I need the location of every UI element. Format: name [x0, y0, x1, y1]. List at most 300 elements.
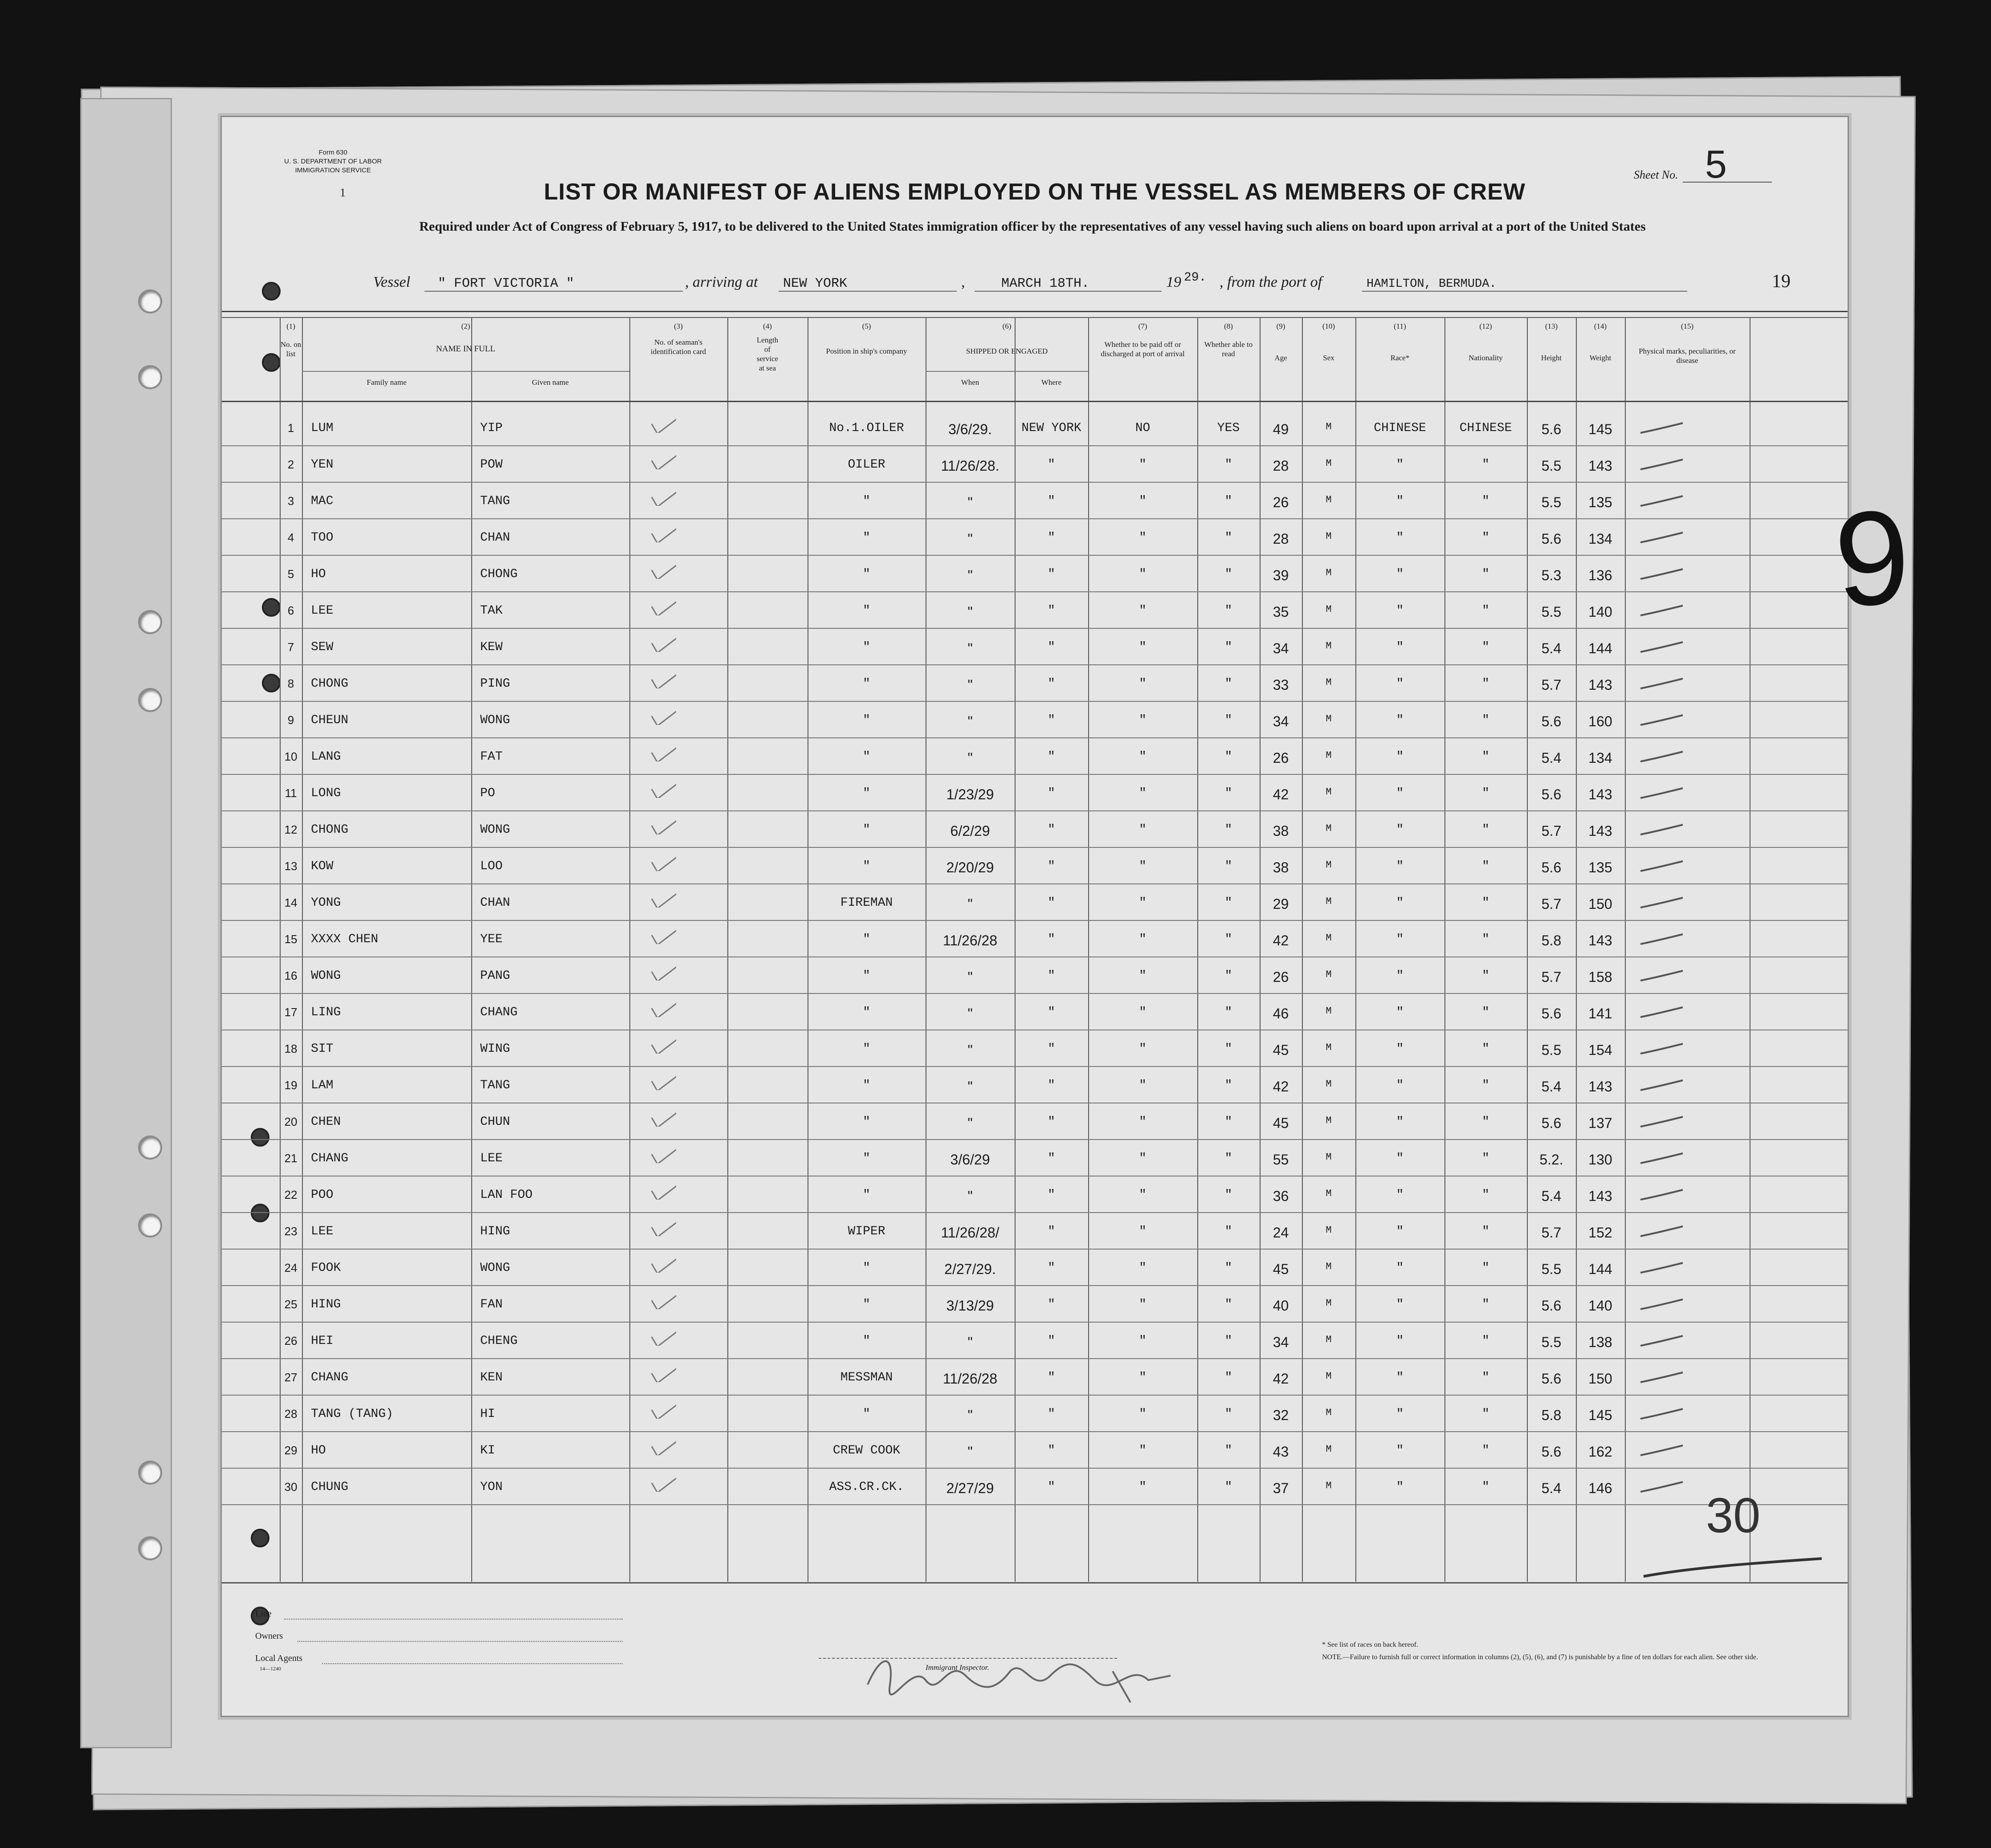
cell-family: CHEUN [311, 713, 349, 727]
cell-where: " [1048, 896, 1055, 910]
cell-race: " [1396, 1407, 1404, 1421]
row-rule [222, 1322, 1848, 1323]
col-weight-number: (14) [1594, 322, 1607, 330]
row-rule [222, 1504, 1848, 1505]
row-rule [222, 1431, 1848, 1432]
cell-weight: 137 [1588, 1115, 1612, 1131]
year-printed: 19 [1772, 271, 1791, 292]
cell-race: " [1396, 1480, 1404, 1494]
cell-sex: M [1326, 1261, 1332, 1272]
fine-note: NOTE.—Failure to furnish full or correct information in columns (2), (5), (6), and (7) is punishable by a fine of ten dollars for each alien. See other side. [1322, 1653, 1758, 1661]
cell-position: " [863, 1407, 870, 1421]
cell-nat: " [1482, 567, 1489, 581]
col-shipped-header: SHIPPED OR ENGAGED [966, 347, 1048, 355]
cell-where: " [1048, 1042, 1055, 1056]
cell-race: " [1396, 750, 1404, 764]
cell-family: SEW [311, 640, 334, 654]
cell-age: 36 [1273, 1188, 1289, 1204]
cell-read: " [1224, 969, 1232, 983]
cell-paid: " [1139, 1444, 1146, 1457]
row-rule [222, 883, 1848, 884]
row-rule [222, 1212, 1848, 1213]
cell-sex: M [1326, 750, 1332, 761]
cell-paid: " [1139, 1261, 1146, 1275]
col-idcard-number: (3) [674, 322, 683, 330]
cell-family: LUM [311, 421, 334, 435]
col-service-header: Length of service at sea [756, 336, 779, 372]
cell-family: LEE [311, 604, 334, 618]
row-rule [222, 1285, 1848, 1286]
row-rule [222, 518, 1848, 519]
agents-label: Local Agents [255, 1653, 303, 1663]
tick-mark-icon [1638, 1259, 1687, 1277]
cell-no: 18 [284, 1042, 298, 1055]
cell-given: WONG [480, 823, 510, 837]
cell-when: " [967, 1042, 973, 1058]
col-no-header: No. on list [280, 340, 302, 358]
col-height-number: (13) [1545, 322, 1558, 330]
cell-paid: " [1139, 823, 1146, 837]
cell-paid: " [1139, 640, 1146, 654]
cell-weight: 144 [1588, 640, 1612, 656]
from-port-label: , from the port of [1220, 274, 1322, 290]
cell-no: 22 [284, 1188, 298, 1201]
cell-race: " [1396, 604, 1404, 618]
name-subheader-rule [302, 371, 629, 372]
cell-race: " [1396, 932, 1404, 946]
cell-age: 55 [1273, 1152, 1289, 1168]
cell-height: 5.6 [1541, 421, 1562, 437]
col-idcard-header: No. of seaman's identification card [650, 338, 706, 356]
cell-family: FOOK [311, 1261, 341, 1275]
cell-where: " [1048, 1480, 1055, 1494]
cell-race: " [1396, 494, 1404, 508]
cell-nat: " [1482, 604, 1489, 618]
cell-age: 29 [1273, 896, 1289, 912]
cell-given: WONG [480, 713, 510, 727]
cell-no: 11 [285, 786, 297, 800]
cell-weight: 141 [1588, 1005, 1612, 1022]
cell-race: " [1396, 1444, 1404, 1457]
cell-race: " [1396, 969, 1404, 983]
cell-weight: 145 [1588, 421, 1612, 437]
cell-when: 1/23/29 [946, 786, 994, 802]
cell-position: " [863, 604, 870, 618]
cell-height: 5.7 [1541, 823, 1562, 839]
cell-given: CHUN [480, 1115, 510, 1129]
cell-paid: " [1139, 531, 1146, 545]
row-rule [222, 1468, 1848, 1469]
cell-read: " [1224, 1225, 1232, 1238]
checkmark-icon [649, 1036, 676, 1054]
cell-height: 5.4 [1541, 1079, 1562, 1095]
col-name-number: (2) [461, 322, 470, 330]
shipped-subheader-rule [926, 371, 1088, 372]
cell-read: " [1224, 932, 1232, 946]
cell-weight: 130 [1588, 1152, 1612, 1168]
row-rule [222, 847, 1848, 848]
binder-hole [138, 610, 162, 634]
cell-height: 5.7 [1541, 896, 1562, 912]
column-rule [1302, 317, 1303, 1582]
back-sheet-edge [80, 98, 172, 1748]
cell-no: 14 [284, 896, 298, 909]
checkmark-icon [649, 1255, 676, 1273]
cell-position: " [863, 494, 870, 508]
checkmark-icon [649, 963, 676, 981]
col-nat-header: Nationality [1469, 354, 1503, 362]
cell-weight: 135 [1588, 494, 1612, 510]
cell-no: 2 [287, 458, 294, 471]
cell-no: 3 [287, 494, 294, 508]
sheet-no-label: Sheet No. [1634, 168, 1678, 181]
cell-nat: " [1482, 1005, 1489, 1019]
cell-read: " [1224, 567, 1232, 581]
cell-no: 13 [284, 859, 298, 873]
cell-race: " [1396, 1152, 1404, 1165]
col-no-number: (1) [286, 322, 295, 330]
tick-mark-icon [1638, 748, 1687, 766]
col-weight-header: Weight [1589, 354, 1612, 362]
cell-read: " [1224, 677, 1232, 691]
cell-where: " [1048, 1261, 1055, 1275]
col-height-header: Height [1541, 354, 1562, 362]
punch-hole [262, 282, 281, 301]
cell-given: TANG [480, 1079, 510, 1092]
cell-sex: M [1326, 823, 1332, 834]
cell-sex: M [1326, 604, 1332, 615]
footer-form-code: 14—1240 [260, 1665, 281, 1672]
cell-paid: " [1139, 786, 1146, 800]
cell-height: 5.2. [1539, 1152, 1563, 1168]
col-where-header: Where [1041, 378, 1062, 387]
cell-read: " [1224, 1371, 1232, 1384]
cell-paid: " [1139, 1407, 1146, 1421]
margin-number: 9 [1830, 480, 1915, 635]
cell-where: " [1048, 969, 1055, 983]
tick-mark-icon [1638, 785, 1687, 802]
cell-where: " [1048, 458, 1055, 472]
cell-given: WONG [480, 1261, 510, 1275]
owners-label: Owners [255, 1631, 283, 1641]
cell-nat: " [1482, 1407, 1489, 1421]
cell-weight: 143 [1588, 932, 1612, 948]
checkmark-icon [649, 1182, 676, 1200]
cell-position: " [863, 786, 870, 800]
cell-age: 42 [1273, 786, 1289, 802]
cell-no: 28 [284, 1407, 298, 1421]
cell-given: LOO [480, 859, 503, 873]
tick-mark-icon [1638, 894, 1687, 912]
cell-height: 5.5 [1541, 1261, 1562, 1277]
cell-nat: " [1482, 1079, 1489, 1092]
cell-when: " [967, 1407, 973, 1423]
cell-family: CHONG [311, 677, 349, 691]
cell-height: 5.5 [1541, 458, 1562, 474]
cell-position: " [863, 1042, 870, 1056]
cell-nat: CHINESE [1459, 421, 1512, 435]
vessel-name: " FORT VICTORIA " [438, 276, 575, 291]
cell-family: YONG [311, 896, 341, 910]
cell-paid: " [1139, 1225, 1146, 1238]
cell-where: " [1048, 1079, 1055, 1092]
cell-where: " [1048, 859, 1055, 873]
col-read-header: Whether able to read [1204, 340, 1253, 358]
cell-position: MESSMAN [840, 1371, 893, 1384]
inspector-label: Immigrant Inspector. [926, 1663, 989, 1672]
cell-height: 5.7 [1541, 677, 1562, 693]
cell-race: " [1396, 1042, 1404, 1056]
cell-when: " [967, 494, 973, 510]
cell-sex: M [1326, 531, 1332, 542]
col-sex-header: Sex [1323, 354, 1334, 362]
cell-given: TANG [480, 494, 510, 508]
col-paid-number: (7) [1138, 322, 1147, 330]
cell-age: 49 [1273, 421, 1289, 437]
cell-weight: 143 [1588, 823, 1612, 839]
cell-race: " [1396, 1225, 1404, 1238]
cell-nat: " [1482, 1152, 1489, 1165]
cell-position: " [863, 859, 870, 873]
arriving-label: , arriving at [685, 274, 758, 290]
tick-mark-icon [1638, 675, 1687, 693]
cell-weight: 134 [1588, 531, 1612, 547]
cell-age: 42 [1273, 932, 1289, 948]
col-position-header: Position in ship's company [826, 347, 907, 355]
cell-family: LANG [311, 750, 341, 764]
col-sex-number: (10) [1322, 322, 1335, 330]
cell-family: HEI [311, 1334, 334, 1348]
checkmark-icon [649, 853, 676, 871]
cell-sex: M [1326, 567, 1332, 578]
sheet-no-line [1683, 182, 1772, 183]
cell-where: " [1048, 932, 1055, 946]
cell-age: 40 [1273, 1298, 1289, 1314]
cell-given: FAN [480, 1298, 503, 1311]
sheet-no-value: 5 [1705, 142, 1727, 186]
form-identifier [284, 148, 382, 175]
cell-read: " [1224, 713, 1232, 727]
cell-when: " [967, 750, 973, 766]
cell-no: 12 [284, 823, 298, 836]
line-field [284, 1619, 623, 1620]
cell-position: " [863, 1152, 870, 1165]
cell-position: OILER [848, 458, 885, 472]
arrival-date: MARCH 18TH. [1001, 276, 1090, 291]
cell-paid: " [1139, 932, 1146, 946]
cell-paid: " [1139, 1334, 1146, 1348]
cell-race: CHINESE [1374, 421, 1426, 435]
column-rule [1625, 317, 1626, 1582]
cell-no: 9 [287, 713, 294, 727]
cell-paid: " [1139, 1005, 1146, 1019]
from-port-field [1362, 274, 1687, 292]
cell-read: " [1224, 1042, 1232, 1056]
cell-where: " [1048, 604, 1055, 618]
cell-paid: " [1139, 896, 1146, 910]
col-position-number: (5) [862, 322, 871, 330]
binder-hole [138, 1461, 162, 1485]
tick-mark-icon [1638, 1186, 1687, 1204]
cell-paid: " [1139, 677, 1146, 691]
cell-family: LONG [311, 786, 341, 800]
cell-where: " [1048, 1005, 1055, 1019]
cell-given: PO [480, 786, 495, 800]
cell-given: POW [480, 458, 503, 472]
cell-where: " [1048, 1407, 1055, 1421]
cell-paid: " [1139, 1480, 1146, 1494]
cell-family: SIT [311, 1042, 334, 1056]
cell-sex: M [1326, 458, 1332, 469]
owners-field [298, 1641, 623, 1642]
cell-age: 39 [1273, 567, 1289, 583]
footer-rule [222, 1582, 1848, 1583]
cell-family: CHUNG [311, 1480, 349, 1494]
checkmark-icon [649, 780, 676, 798]
page-title: LIST OR MANIFEST OF ALIENS EMPLOYED ON THE VESSEL AS MEMBERS OF CREW [544, 179, 1526, 205]
row-rule [222, 1249, 1848, 1250]
binder-hole [138, 1213, 162, 1237]
checkmark-icon [649, 926, 676, 944]
cell-no: 30 [284, 1480, 298, 1494]
col-shipped-number: (6) [1002, 322, 1012, 330]
cell-height: 5.4 [1541, 1188, 1562, 1204]
cell-age: 26 [1273, 494, 1289, 510]
cell-where: " [1048, 1115, 1055, 1129]
col-paid-header: Whether to be paid off or discharged at port of arrival [1101, 340, 1185, 358]
cell-nat: " [1482, 932, 1489, 946]
cell-given: YEE [480, 932, 503, 946]
cell-when: " [967, 677, 973, 693]
tick-mark-icon [1638, 493, 1687, 510]
cell-given: LAN FOO [480, 1188, 533, 1202]
cell-race: " [1396, 1334, 1404, 1348]
cell-family: LING [311, 1005, 341, 1019]
col-name-header: NAME IN FULL [436, 344, 495, 354]
tick-mark-icon [1638, 602, 1687, 620]
cell-read: " [1224, 458, 1232, 472]
cell-nat: " [1482, 1188, 1489, 1202]
cell-read: " [1224, 1188, 1232, 1202]
cell-weight: 162 [1588, 1444, 1612, 1460]
cell-family: MAC [311, 494, 334, 508]
cell-read: " [1224, 1152, 1232, 1165]
cell-height: 5.4 [1541, 1480, 1562, 1496]
cell-position: " [863, 1079, 870, 1092]
cell-where: " [1048, 1371, 1055, 1384]
tick-mark-icon [1638, 1040, 1687, 1058]
cell-family: CHANG [311, 1371, 349, 1384]
cell-paid: " [1139, 494, 1146, 508]
cell-position: " [863, 932, 870, 946]
cell-no: 27 [284, 1371, 298, 1384]
cell-when: " [967, 1079, 973, 1095]
column-rule [629, 317, 630, 1582]
cell-nat: " [1482, 750, 1489, 764]
tick-mark-icon [1638, 1405, 1687, 1423]
checkmark-icon [649, 561, 676, 579]
tally-count: 30 [1706, 1488, 1761, 1543]
cell-read: " [1224, 494, 1232, 508]
cell-no: 10 [284, 750, 298, 763]
cell-age: 34 [1273, 640, 1289, 656]
tick-mark-icon [1638, 1478, 1687, 1496]
row-rule [222, 1066, 1848, 1067]
checkmark-icon [649, 890, 676, 908]
cell-paid: " [1139, 969, 1146, 983]
checkmark-icon [649, 671, 676, 688]
tick-mark-icon [1638, 566, 1687, 583]
cell-where: " [1048, 531, 1055, 545]
cell-where: " [1048, 823, 1055, 837]
cell-where: " [1048, 1334, 1055, 1348]
checkmark-icon [649, 1072, 676, 1090]
cell-age: 35 [1273, 604, 1289, 620]
cell-paid: " [1139, 1042, 1146, 1056]
cell-where: " [1048, 494, 1055, 508]
cell-age: 32 [1273, 1407, 1289, 1423]
department: U. S. DEPARTMENT OF LABOR [284, 158, 382, 165]
cell-weight: 140 [1588, 604, 1612, 620]
cell-given: CHAN [480, 896, 510, 910]
cell-height: 5.6 [1541, 1298, 1562, 1314]
cell-paid: " [1139, 859, 1146, 873]
cell-position: " [863, 750, 870, 764]
row-rule [222, 701, 1848, 702]
cell-weight: 143 [1588, 1188, 1612, 1204]
cell-when: " [967, 713, 973, 729]
tick-mark-icon [1638, 1369, 1687, 1387]
binder-hole [138, 365, 162, 389]
col-read-number: (8) [1224, 322, 1233, 330]
cell-age: 26 [1273, 750, 1289, 766]
cell-read: " [1224, 1261, 1232, 1275]
cell-weight: 143 [1588, 458, 1612, 474]
cell-nat: " [1482, 823, 1489, 837]
cell-no: 5 [287, 567, 294, 581]
checkmark-icon [649, 1474, 676, 1492]
cell-given: CHENG [480, 1334, 518, 1348]
col-race-header: Race* [1390, 354, 1410, 362]
cell-family: YEN [311, 458, 334, 472]
cell-age: 42 [1273, 1371, 1289, 1387]
cell-sex: M [1326, 1371, 1332, 1382]
cell-paid: " [1139, 1371, 1146, 1384]
cell-nat: " [1482, 713, 1489, 727]
cell-sex: M [1326, 1407, 1332, 1418]
checkmark-icon [649, 634, 676, 652]
cell-weight: 143 [1588, 677, 1612, 693]
col-when-header: When [961, 378, 979, 387]
cell-read: " [1224, 1480, 1232, 1494]
cell-height: 5.5 [1541, 494, 1562, 510]
row-rule [222, 591, 1848, 592]
tick-mark-icon [1638, 456, 1687, 474]
line-label: Line [255, 1609, 272, 1619]
cell-age: 34 [1273, 1334, 1289, 1350]
cell-paid: " [1139, 1079, 1146, 1092]
cell-family: TOO [311, 531, 334, 545]
col-marks-header: Physical marks, peculiarities, or disease [1639, 347, 1736, 365]
tick-mark-icon [1638, 1223, 1687, 1241]
cell-no: 21 [284, 1152, 298, 1165]
checkmark-icon [649, 452, 676, 469]
row-rule [222, 737, 1848, 738]
cell-position: " [863, 531, 870, 545]
cell-given: PANG [480, 969, 510, 983]
cell-race: " [1396, 1115, 1404, 1129]
cell-height: 5.7 [1541, 969, 1562, 985]
